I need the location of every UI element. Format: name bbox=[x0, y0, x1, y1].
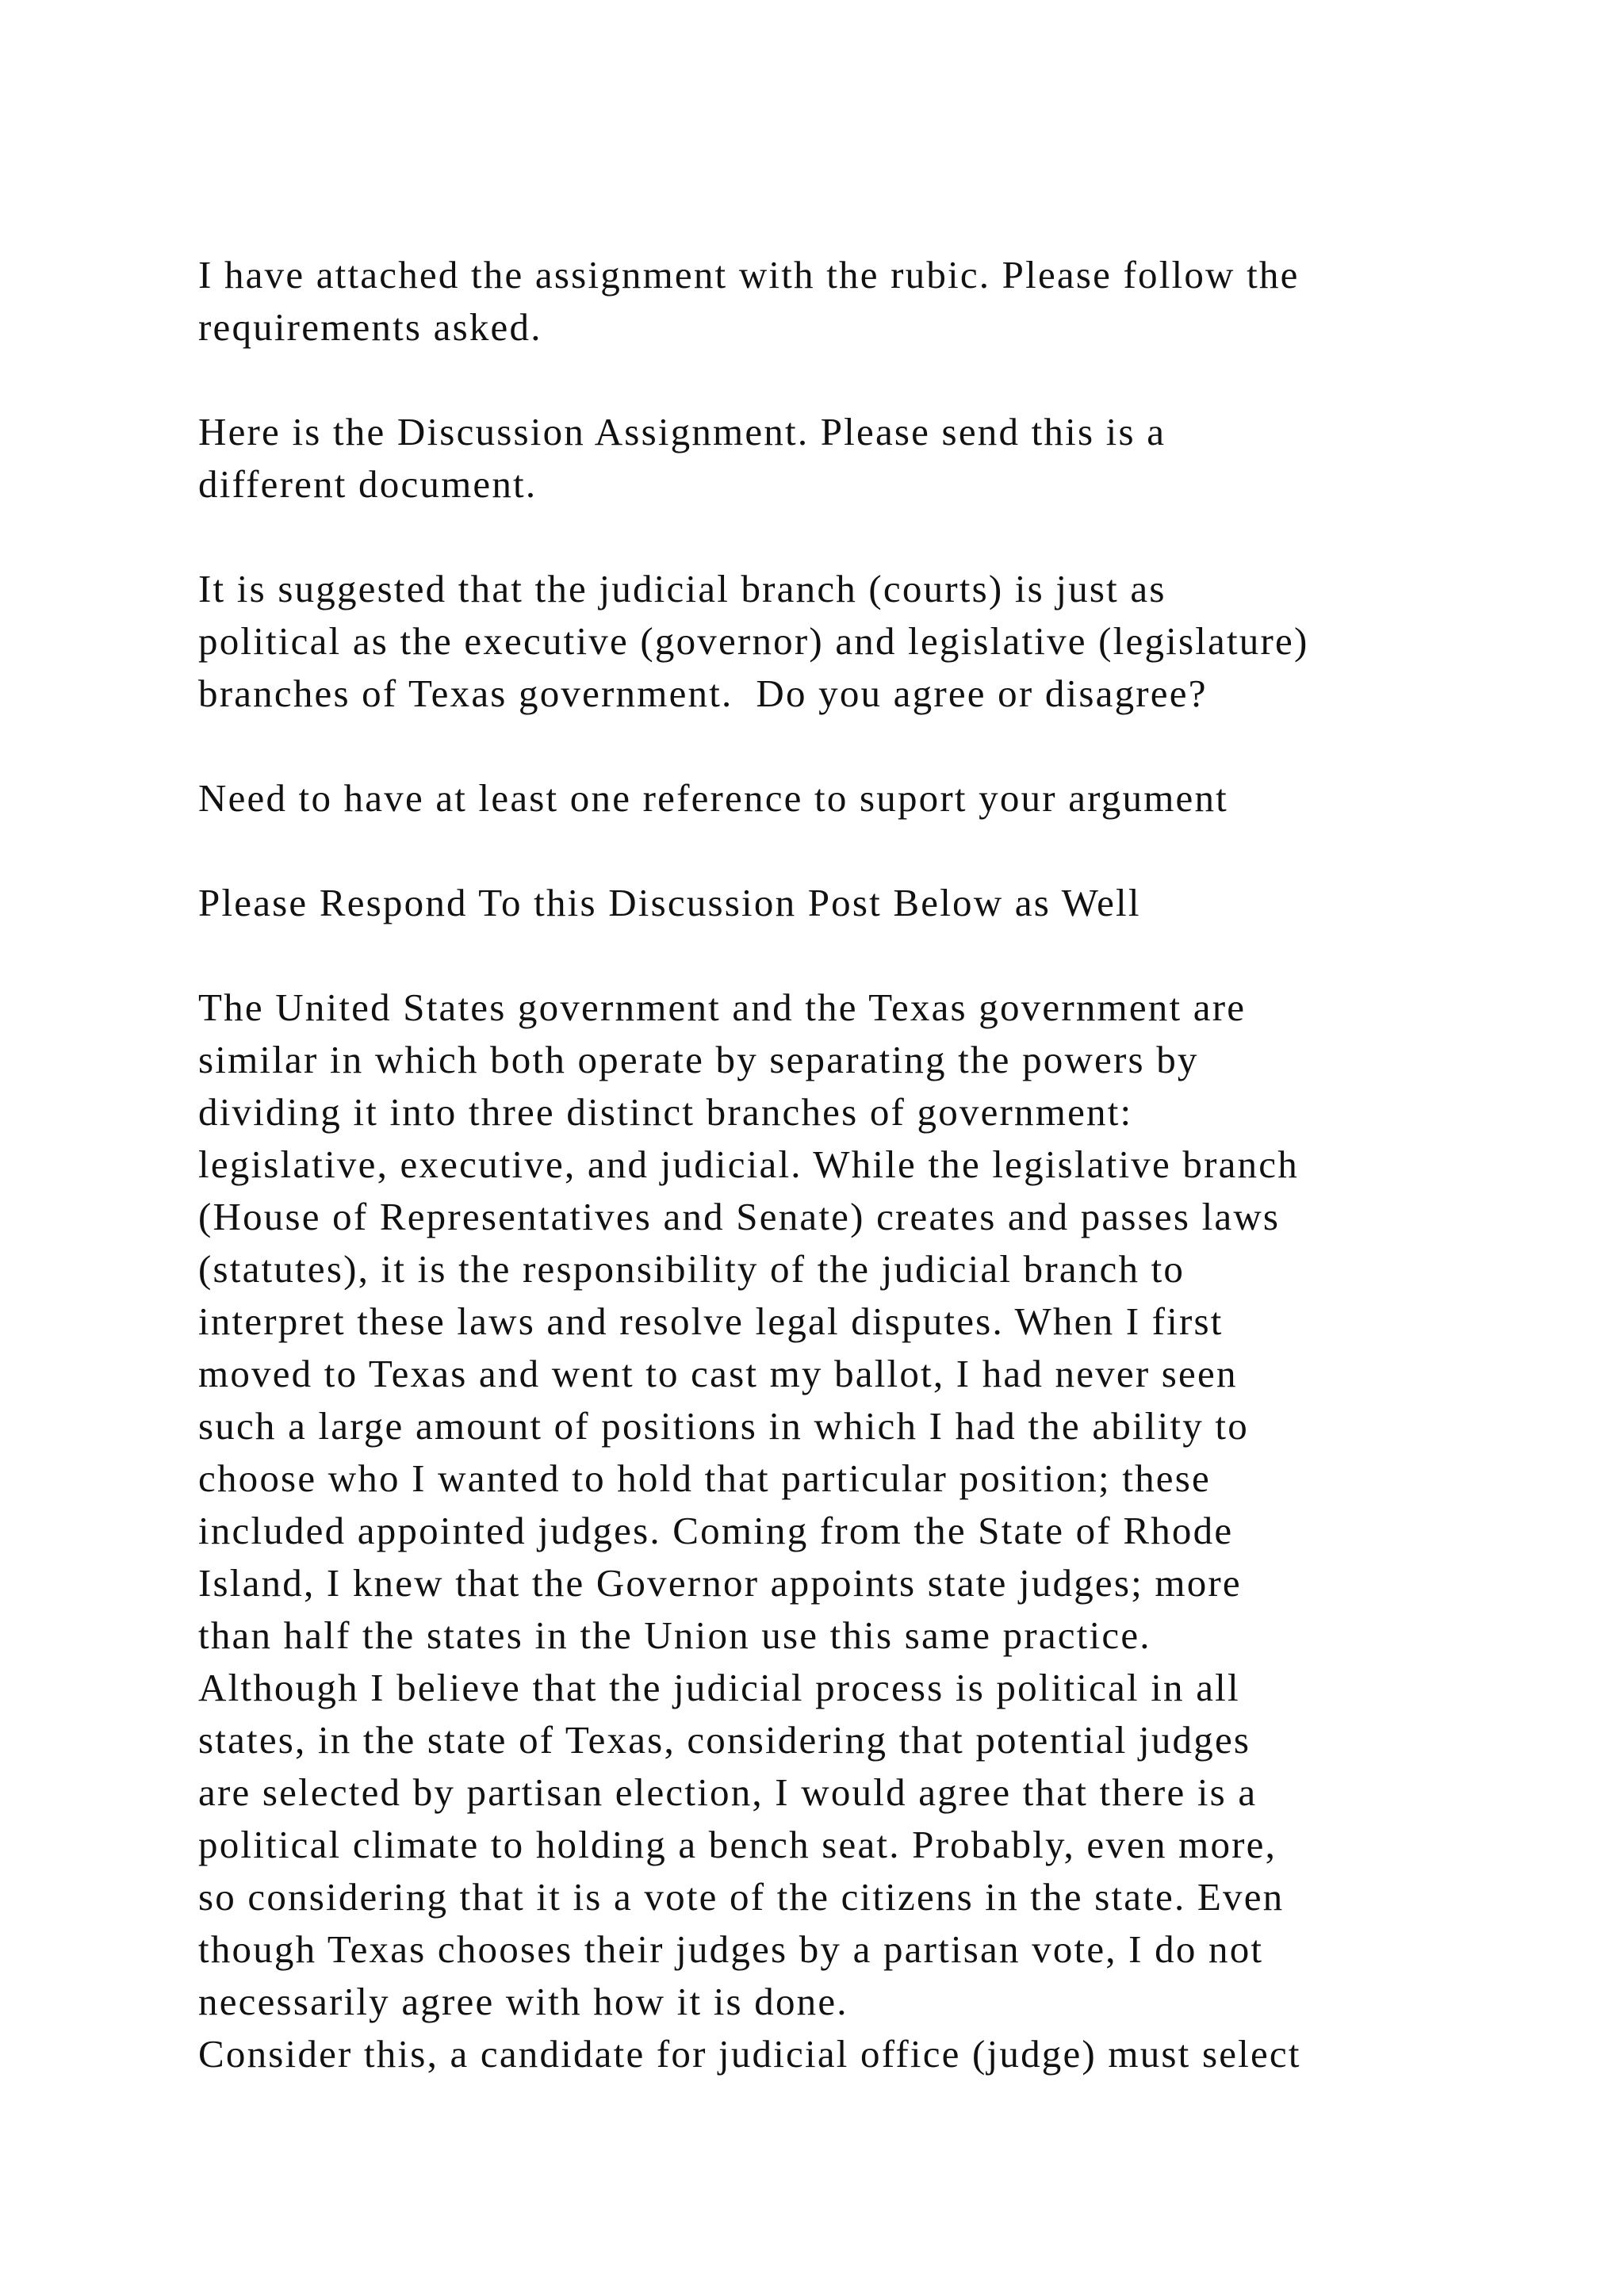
text-line: Please Respond To this Discussion Post Below as Well bbox=[198, 881, 1141, 924]
text-line: such a large amount of positions in which I had the ability to bbox=[198, 1404, 1249, 1448]
text-line: are selected by partisan election, I would agree that there is a bbox=[198, 1770, 1258, 1814]
text-line: Island, I knew that the Governor appoints state judges; more bbox=[198, 1561, 1242, 1605]
paragraph-reference-requirement bbox=[198, 772, 1467, 825]
text-line: included appointed judges. Coming from the State of Rhode bbox=[198, 1509, 1234, 1552]
text-line: requirements asked. bbox=[198, 305, 542, 349]
text-line: It is suggested that the judicial branch (courts) is just as bbox=[198, 567, 1166, 610]
text-line: Consider this, a candidate for judicial office (judge) must select bbox=[198, 2032, 1301, 2076]
paragraph-discussion-post bbox=[198, 982, 1467, 2028]
text-line: The United States government and the Texas government are bbox=[198, 985, 1247, 1029]
text-line: Need to have at least one reference to suport your argument bbox=[198, 776, 1228, 820]
text-line: branches of Texas government. Do you agree or disagree? bbox=[198, 672, 1208, 715]
text-line: political as the executive (governor) and legislative (legislature) bbox=[198, 619, 1309, 663]
text-line: moved to Texas and went to cast my ballot, I had never seen bbox=[198, 1352, 1238, 1395]
paragraph-discussion-assignment bbox=[198, 406, 1467, 511]
paragraph-intro bbox=[198, 249, 1467, 354]
text-line: though Texas chooses their judges by a partisan vote, I do not bbox=[198, 1927, 1264, 1971]
text-line: I have attached the assignment with the rubic. Please follow the bbox=[198, 253, 1300, 297]
text-line: choose who I wanted to hold that particular position; these bbox=[198, 1456, 1211, 1500]
text-line: Although I believe that the judicial process is political in all bbox=[198, 1666, 1240, 1709]
text-line: than half the states in the Union use this same practice. bbox=[198, 1613, 1151, 1657]
text-line: interpret these laws and resolve legal disputes. When I first bbox=[198, 1299, 1224, 1343]
text-line: necessarily agree with how it is done. bbox=[198, 1980, 848, 2023]
text-line: states, in the state of Texas, considering that potential judges bbox=[198, 1718, 1251, 1762]
paragraph-continuation bbox=[198, 2028, 1467, 2080]
text-line: (statutes), it is the responsibility of the judicial branch to bbox=[198, 1247, 1185, 1291]
document-body bbox=[198, 249, 1467, 2080]
text-line: (House of Representatives and Senate) creates and passes laws bbox=[198, 1195, 1281, 1238]
text-line: legislative, executive, and judicial. While the legislative branch bbox=[198, 1142, 1299, 1186]
paragraph-respond-instruction bbox=[198, 877, 1467, 929]
text-line: political climate to holding a bench seat. Probably, even more, bbox=[198, 1823, 1277, 1866]
text-line: different document. bbox=[198, 462, 538, 506]
text-line: so considering that it is a vote of the citizens in the state. Even bbox=[198, 1875, 1285, 1919]
text-line: dividing it into three distinct branches of government: bbox=[198, 1090, 1133, 1134]
text-line: Here is the Discussion Assignment. Please send this is a bbox=[198, 410, 1166, 453]
paragraph-question bbox=[198, 563, 1467, 720]
text-line: similar in which both operate by separating the powers by bbox=[198, 1038, 1199, 1081]
